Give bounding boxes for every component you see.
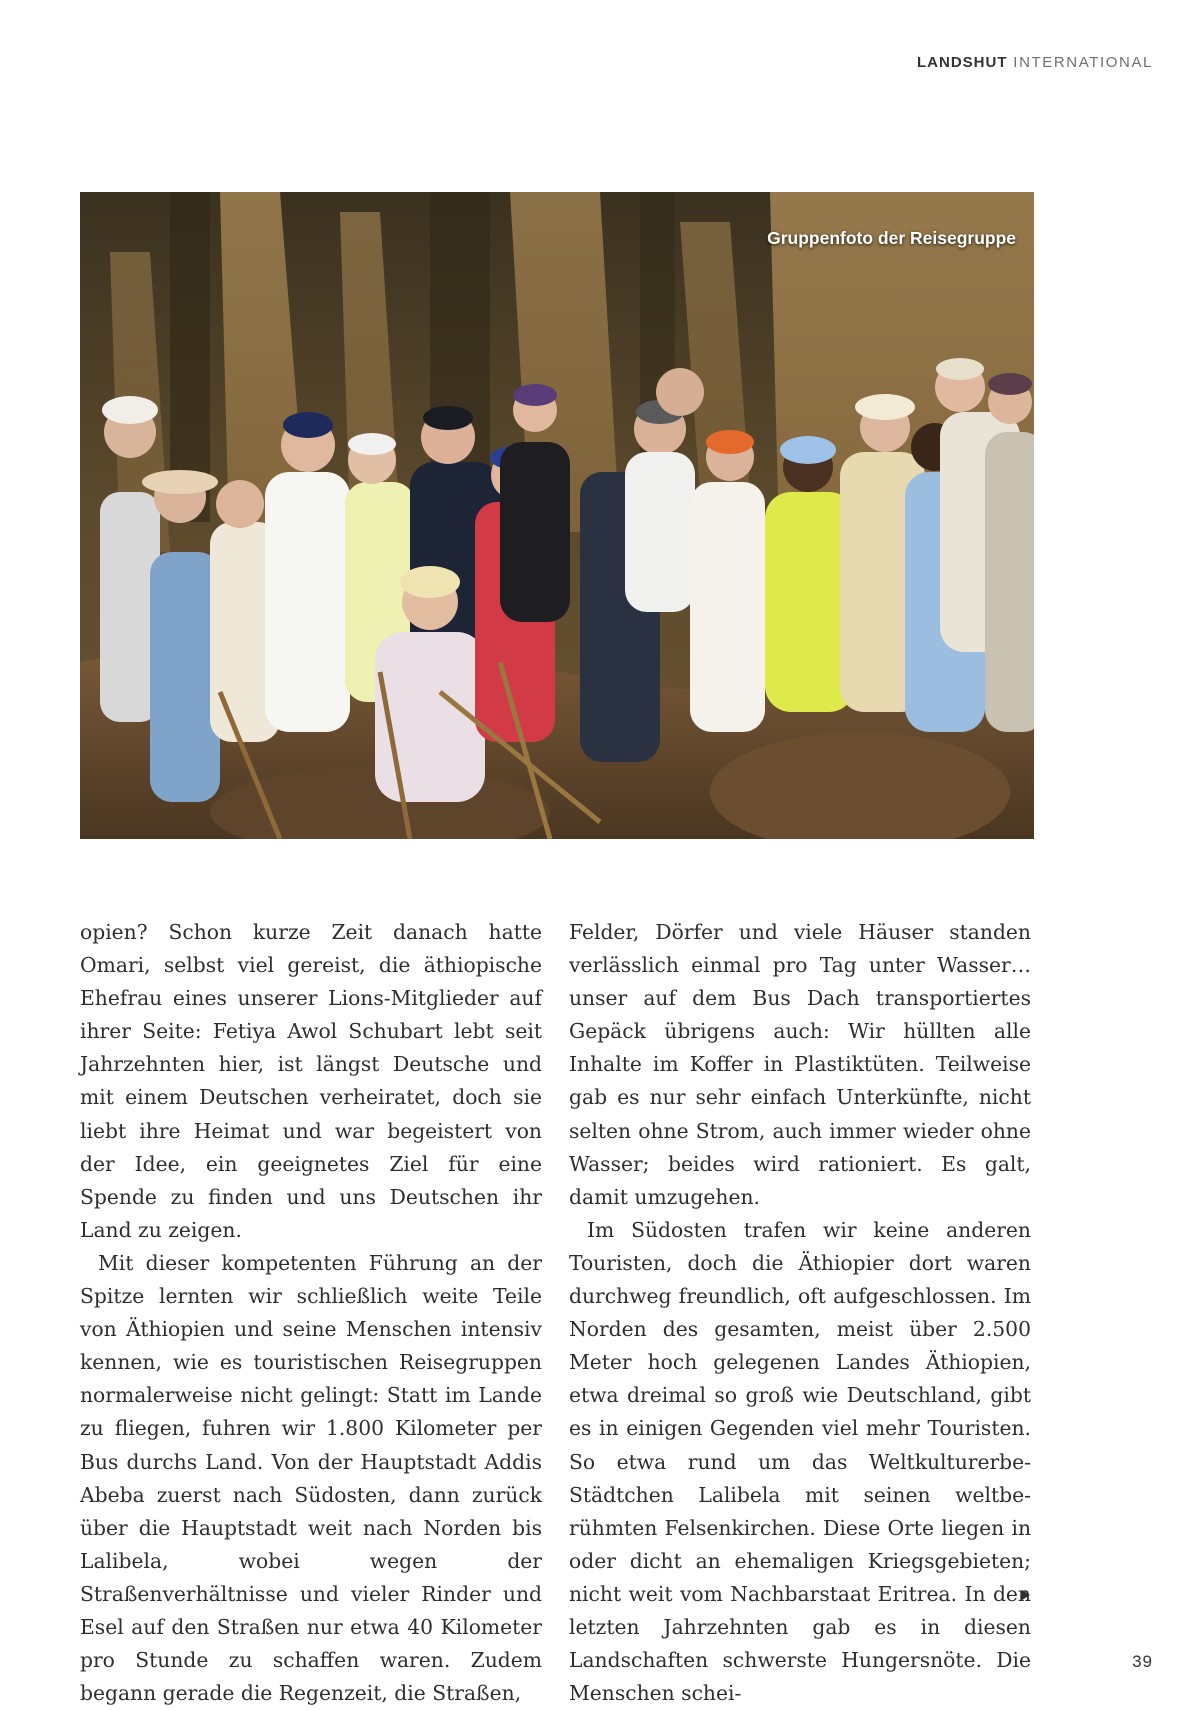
- paragraph: opien? Schon kurze Zeit danach hatte Omari, selbst viel gereist, die äthiopische Ehefrau eines unserer Lions-Mitglieder auf ihrer Seite: Fetiya Awol Schubart lebt seit Jahrzehnten hier, ist längst Deutsche und mit einem Deutschen verheiratet, doch sie liebt ihre Heimat und war begeistert von der Idee, ein geeignetes Ziel für eine Spende zu finden und uns Deutschen ihr Land zu zeigen.: [80, 920, 542, 1242]
- group-photo: [80, 192, 1034, 839]
- running-head: [917, 54, 1153, 71]
- paragraph: Im Südosten trafen wir keine anderen Touristen, doch die Äthiopier dort waren durchweg freundlich, oft aufgeschlossen. Im Norden des gesamten, meist über 2.500 Meter hoch gelegenen Landes Äthiopien, etwa dreimal so groß wie Deutschland, gibt es in einigen Gegenden viel mehr Touristen. So etwa rund um das Weltkulturerbe-Städtchen Lalibela mit seinen weltberühmten Felsenkirchen. Diese Orte liegen in oder dicht an ehemaligen Kriegsgebieten; nicht weit vom Nachbarstaat Eritrea. In den letzten Jahrzehnten gab es in diesen Landschaften schwerste Hungersnöte. Die Menschen schei-: [569, 1217, 1031, 1706]
- group-photo-illustration: [80, 192, 1034, 839]
- paragraph: Felder, Dörfer und viele Häuser standen verlässlich einmal pro Tag unter Wasser… unser auf dem Bus Dach transportiertes Gepäck übrigens auch: Wir hüllten alle Inhalte im Koffer in Plastiktüten. Teilweise gab es nur sehr einfach Unterkünfte, nicht selten ohne Strom, auch immer wieder ohne Wasser; beides wird rationiert. Es galt, damit umzugehen.: [569, 920, 1031, 1209]
- paragraph: Mit dieser kompetenten Führung an der Spitze lernten wir schließlich weite Teile von Äthiopien und seine Menschen intensiv kennen, wie es touristischen Reisegruppen normalerweise nicht gelingt: Statt im Lande zu fliegen, fuhren wir 1.800 Kilometer per Bus durchs Land. Von der Hauptstadt Addis Abeba zuerst nach Südosten, dann zurück über die Hauptstadt weit nach Norden bis Lalibela, wobei wegen der Straßenverhältnisse und vieler Rinder und Esel auf den Straßen nur etwa 40 Kilometer pro Stunde zu schaffen waren. Zudem begann gerade die Regenzeit, die Straßen,: [80, 1250, 542, 1706]
- running-head-publication: LANDSHUT: [917, 54, 1008, 71]
- continue-arrow-icon: [1022, 1590, 1030, 1600]
- article-column-left: [80, 916, 542, 1710]
- article-column-right: [569, 916, 1031, 1710]
- photo-caption: Gruppenfoto der Reisegruppe: [767, 228, 1016, 248]
- running-head-section: INTERNATIONAL: [1013, 54, 1153, 71]
- page-number: 39: [1132, 1652, 1153, 1671]
